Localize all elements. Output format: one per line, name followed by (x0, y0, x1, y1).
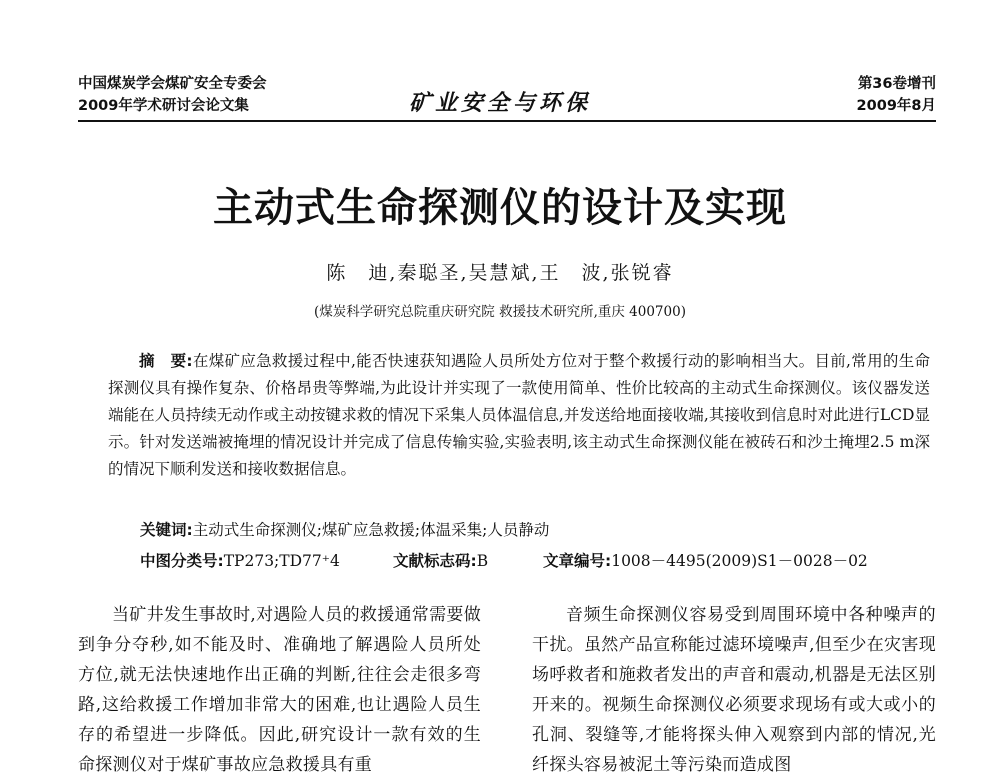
body-column-left: 当矿井发生事故时,对遇险人员的救援通常需要做到争分夺秒,如不能及时、准确地了解遇险人员所处方位,就无法快速地作出正确的判断,往往会走很多弯路,这给救援工作增加非常大的困难,也让遇险人员生存的希望进一步降低。因此,研究设计一款有效的生命探测仪对于煤矿事故应急救援具有重 (78, 605, 482, 775)
conference-name: 中国煤炭学会煤矿安全专委会 (78, 76, 267, 92)
classification-line (140, 549, 930, 571)
proceedings-name: 2009年学术研讨会论文集 (78, 98, 249, 114)
author-list: 陈 迪,秦聪圣,吴慧斌,王 波,张锐睿 (326, 262, 674, 284)
volume-label: 第36卷增刊 (857, 76, 936, 92)
header-rule (78, 120, 936, 122)
article-number-value: 1008－4495(2009)S1－0028－02 (611, 552, 868, 570)
clc-value: TP273;TD77⁺4 (223, 552, 340, 570)
journal-name: 矿业安全与环保 (408, 90, 591, 116)
clc-group (140, 549, 393, 571)
issue-header (857, 73, 936, 117)
issue-date: 2009年8月 (856, 98, 936, 114)
doc-code-label: 文献标志码: (393, 552, 477, 570)
abstract-text: 在煤矿应急救援过程中,能否快速获知遇险人员所处方位对于整个救援行动的影响相当大。目前,常用的生命探测仪具有操作复杂、价格昂贵等弊端,为此设计并实现了一款使用简单、性价比较高的主动式生命探测仪。该仪器发送端能在人员持续无动作或主动按键求救的情况下采集人员体温信息,并发送给地面接收端,其接收到信息时对此进行LCD显示。针对发送端被掩埋的情况设计并完成了信息传输实验,实验表明,该主动式生命探测仪能在被砖石和沙土掩埋2.5 m深的情况下顺利发送和接收数据信息。 (108, 352, 930, 478)
doc-code-value: B (476, 552, 489, 570)
body-column-right: 音频生命探测仪容易受到周围环境中各种噪声的干扰。虽然产品宣称能过滤环境噪声,但至少在灾害现场呼救者和施救者发出的声音和震动,机器是无法区别开来的。视频生命探测仪必须要求现场有或大或小的孔洞、裂缝等,才能将探头伸入观察到内部的情况,光纤探头容易被泥土等污染而造成图 (532, 605, 936, 775)
abstract (108, 348, 930, 483)
doc-code-group (393, 549, 543, 571)
keywords-label: 关键词: (140, 521, 193, 539)
clc-label: 中图分类号: (140, 552, 224, 570)
article-number-group (543, 549, 868, 571)
keywords (140, 518, 549, 540)
abstract-label: 摘 要: (139, 352, 193, 370)
affiliation: (煤炭科学研究总院重庆研究院 救援技术研究所,重庆 400700) (314, 304, 686, 320)
keywords-text: 主动式生命探测仪;煤矿应急救援;体温采集;人员静动 (192, 521, 550, 539)
article-number-label: 文章编号: (543, 552, 612, 570)
paper-title: 主动式生命探测仪的设计及实现 (213, 185, 787, 231)
